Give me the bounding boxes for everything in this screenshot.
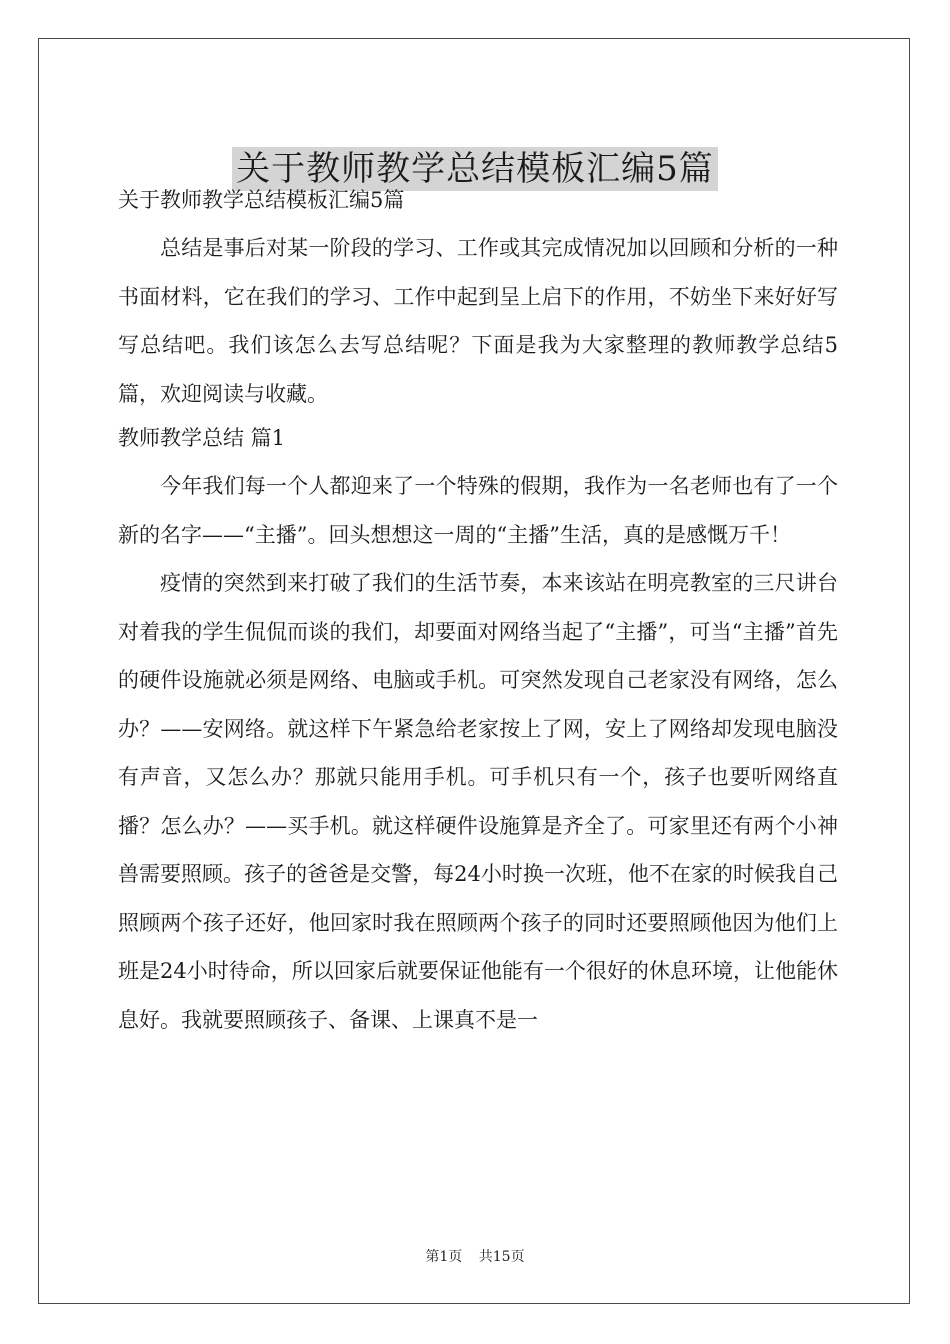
body-paragraph-1: 今年我们每一个人都迎来了一个特殊的假期，我作为一名老师也有了一个新的名字——“主播”。回头想想这一周的“主播”生活，真的是感慨万千！	[118, 474, 838, 547]
page-footer	[0, 1246, 950, 1266]
body-paragraph-2: 疫情的突然到来打破了我们的生活节奏，本来该站在明亮教室的三尺讲台对着我的学生侃侃而谈的我们，却要面对网络当起了“主播”，可当“主播”首先的硬件设施就必须是网络、电脑或手机。可突然发现自己老家没有网络，怎么办？——安网络。就这样下午紧急给老家按上了网，安上了网络却发现电脑没有声音，又怎么办？那就只能用手机。可手机只有一个，孩子也要听网络直播？怎么办？——买手机。就这样硬件设施算是齐全了。可家里还有两个小神兽需要照顾。孩子的爸爸是交警，每24小时换一次班，他不在家的时候我自己照顾两个孩子还好，他回家时我在照顾两个孩子的同时还要照顾他因为他们上班是24小时待命，所以回家后就要保证他能有一个很好的休息环境，让他能休息好。我就要照顾孩子、备课、上课真不是一	[118, 571, 838, 1032]
document-body	[118, 180, 838, 1044]
section-heading: 教师教学总结 篇1	[118, 426, 286, 450]
subtitle-line: 关于教师教学总结模板汇编5篇	[118, 188, 405, 212]
document-title: 关于教师教学总结模板汇编5篇	[232, 147, 718, 191]
page-number: 第1页	[425, 1249, 463, 1265]
total-pages: 共15页	[478, 1249, 525, 1265]
intro-paragraph: 总结是事后对某一阶段的学习、工作或其完成情况加以回顾和分析的一种书面材料，它在我们的学习、工作中起到呈上启下的作用，不妨坐下来好好写写总结吧。我们该怎么去写总结呢？下面是我为大家整理的教师教学总结5篇，欢迎阅读与收藏。	[118, 236, 838, 406]
